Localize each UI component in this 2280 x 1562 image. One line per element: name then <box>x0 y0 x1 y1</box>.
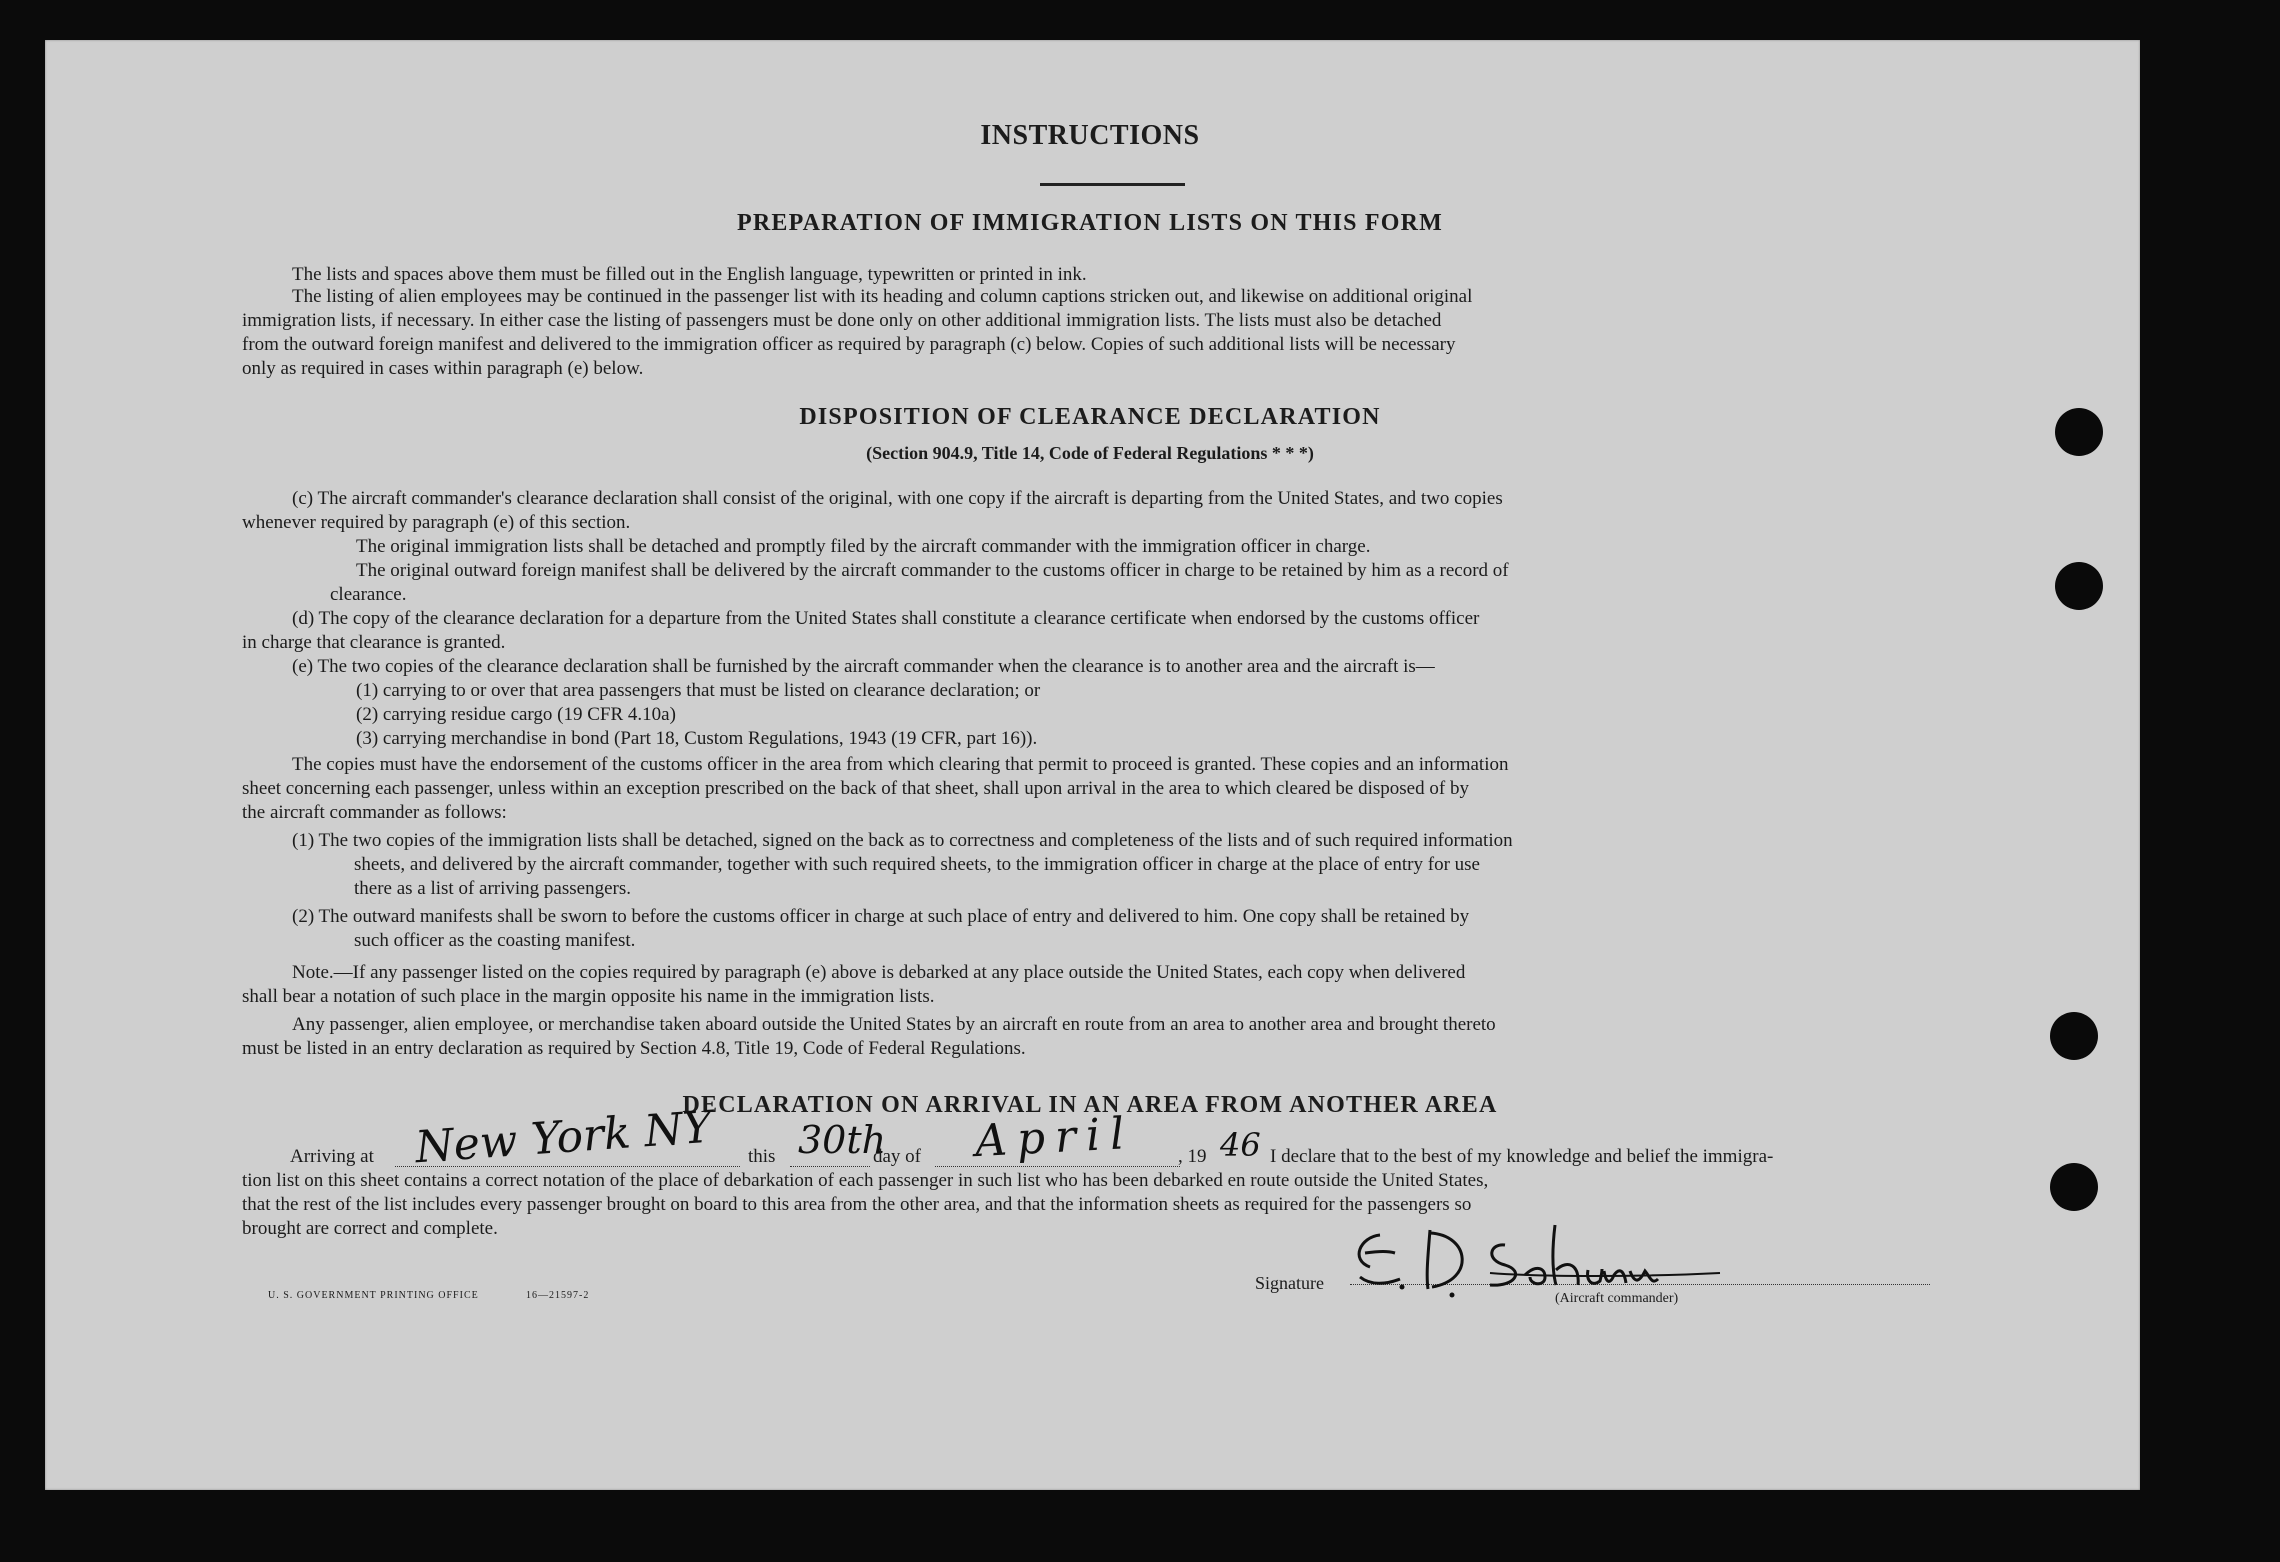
printer-imprint: U. S. GOVERNMENT PRINTING OFFICE <box>268 1290 479 1301</box>
text-line: (1) carrying to or over that area passengers that must be listed on clearance declaration; or <box>356 680 1041 701</box>
text-line: tion list on this sheet contains a correct notation of the place of debarkation of each passenger in such list who has been debarked en route outside the United States, <box>242 1170 1489 1191</box>
text-line: there as a list of arriving passengers. <box>354 878 631 899</box>
section-heading-disposition: DISPOSITION OF CLEARANCE DECLARATION <box>799 404 1381 430</box>
signature-caption: (Aircraft commander) <box>1555 1291 1679 1306</box>
day-blank <box>790 1166 870 1167</box>
text-line: immigration lists, if necessary. In either case the listing of passengers must be done only on other additional immigration lists. The lists must also be detached <box>242 310 1442 331</box>
day-of-label: day of <box>873 1146 922 1167</box>
title-underline <box>1040 183 1185 186</box>
text-line: The original immigration lists shall be detached and promptly filed by the aircraft commander with the immigration officer in charge. <box>356 536 1371 557</box>
text-line: (e) The two copies of the clearance declaration shall be furnished by the aircraft commander when the clearance is to another area and the aircraft is— <box>292 656 1435 677</box>
text-line: sheets, and delivered by the aircraft commander, together with such required sheets, to the immigration officer in charge at the place of entry for use <box>354 854 1480 875</box>
text-line: The listing of alien employees may be continued in the passenger list with its heading and column captions stricken out, and likewise on additional original <box>292 286 1473 307</box>
section-subheading: (Section 904.9, Title 14, Code of Federal Regulations * * *) <box>866 443 1314 463</box>
handwritten-place: New York NY <box>413 1101 714 1174</box>
text-line: in charge that clearance is granted. <box>242 632 506 653</box>
handwritten-signature <box>1340 1215 1740 1305</box>
section-heading-declaration: DECLARATION ON ARRIVAL IN AN AREA FROM ANOTHER AREA <box>682 1092 1498 1118</box>
text-line: (d) The copy of the clearance declaration for a departure from the United States shall constitute a clearance certificate when endorsed by the customs officer <box>292 608 1480 629</box>
text-line: (2) The outward manifests shall be sworn to before the customs officer in charge at such place of entry and delivered to him. One copy shall be retained by <box>292 906 1470 927</box>
text-line: Any passenger, alien employee, or merchandise taken aboard outside the United States by an aircraft en route from an area to another area and brought thereto <box>292 1014 1496 1035</box>
page-title: INSTRUCTIONS <box>980 120 1200 151</box>
text-line: that the rest of the list includes every passenger brought on board to this area from the other area, and that the information sheets as required for the passengers so <box>242 1194 1472 1215</box>
year-prefix: , 19 <box>1178 1146 1207 1167</box>
handwritten-month: April <box>973 1107 1136 1168</box>
arriving-at-label: Arriving at <box>290 1146 374 1167</box>
text-line: (3) carrying merchandise in bond (Part 18, Custom Regulations, 1943 (19 CFR, part 16)). <box>356 728 1038 749</box>
signature-label: Signature <box>1255 1273 1324 1293</box>
text-line: (1) The two copies of the immigration lists shall be detached, signed on the back as to correctness and completeness of the lists and of such required information <box>292 830 1513 851</box>
text-line: shall bear a notation of such place in the margin opposite his name in the immigration lists. <box>242 986 935 1007</box>
handwritten-year: 46 <box>1220 1126 1261 1164</box>
text-line: must be listed in an entry declaration as required by Section 4.8, Title 19, Code of Federal Regulations. <box>242 1038 1026 1059</box>
punch-hole <box>2055 562 2103 610</box>
text-line: such officer as the coasting manifest. <box>354 930 636 951</box>
text-line: (2) carrying residue cargo (19 CFR 4.10a) <box>356 704 676 725</box>
form-code: 16—21597-2 <box>526 1290 590 1301</box>
text-line: whenever required by paragraph (e) of this section. <box>242 512 631 533</box>
month-blank <box>935 1166 1180 1167</box>
text-line: clearance. <box>330 584 407 605</box>
text-line: brought are correct and complete. <box>242 1218 498 1239</box>
punch-hole <box>2050 1163 2098 1211</box>
punch-hole <box>2050 1012 2098 1060</box>
text-line: only as required in cases within paragraph (e) below. <box>242 358 644 379</box>
this-label: this <box>748 1146 776 1167</box>
handwritten-day: 30th <box>798 1118 887 1162</box>
section-heading-preparation: PREPARATION OF IMMIGRATION LISTS ON THIS FORM <box>736 210 1444 236</box>
text-line: (c) The aircraft commander's clearance declaration shall consist of the original, with one copy if the aircraft is departing from the United States, and two copies <box>292 488 1503 509</box>
text-line: The original outward foreign manifest shall be delivered by the aircraft commander to the customs officer in charge to be retained by him as a record of <box>356 560 1509 581</box>
text-line: The lists and spaces above them must be filled out in the English language, typewritten or printed in ink. <box>292 264 1087 285</box>
text-line: I declare that to the best of my knowledge and belief the immigra- <box>1270 1146 1774 1167</box>
text-line: Note.—If any passenger listed on the copies required by paragraph (e) above is debarked at any place outside the United States, each copy when delivered <box>292 962 1466 983</box>
text-line: from the outward foreign manifest and delivered to the immigration officer as required by paragraph (c) below. Copies of such additional lists will be necessary <box>242 334 1456 355</box>
text-line: sheet concerning each passenger, unless within an exception prescribed on the back of that sheet, shall upon arrival in the area to which cleared be disposed of by <box>242 778 1469 799</box>
text-line: The copies must have the endorsement of the customs officer in the area from which clearing that permit to proceed is granted. These copies and an information <box>292 754 1509 775</box>
text-line: the aircraft commander as follows: <box>242 802 507 823</box>
